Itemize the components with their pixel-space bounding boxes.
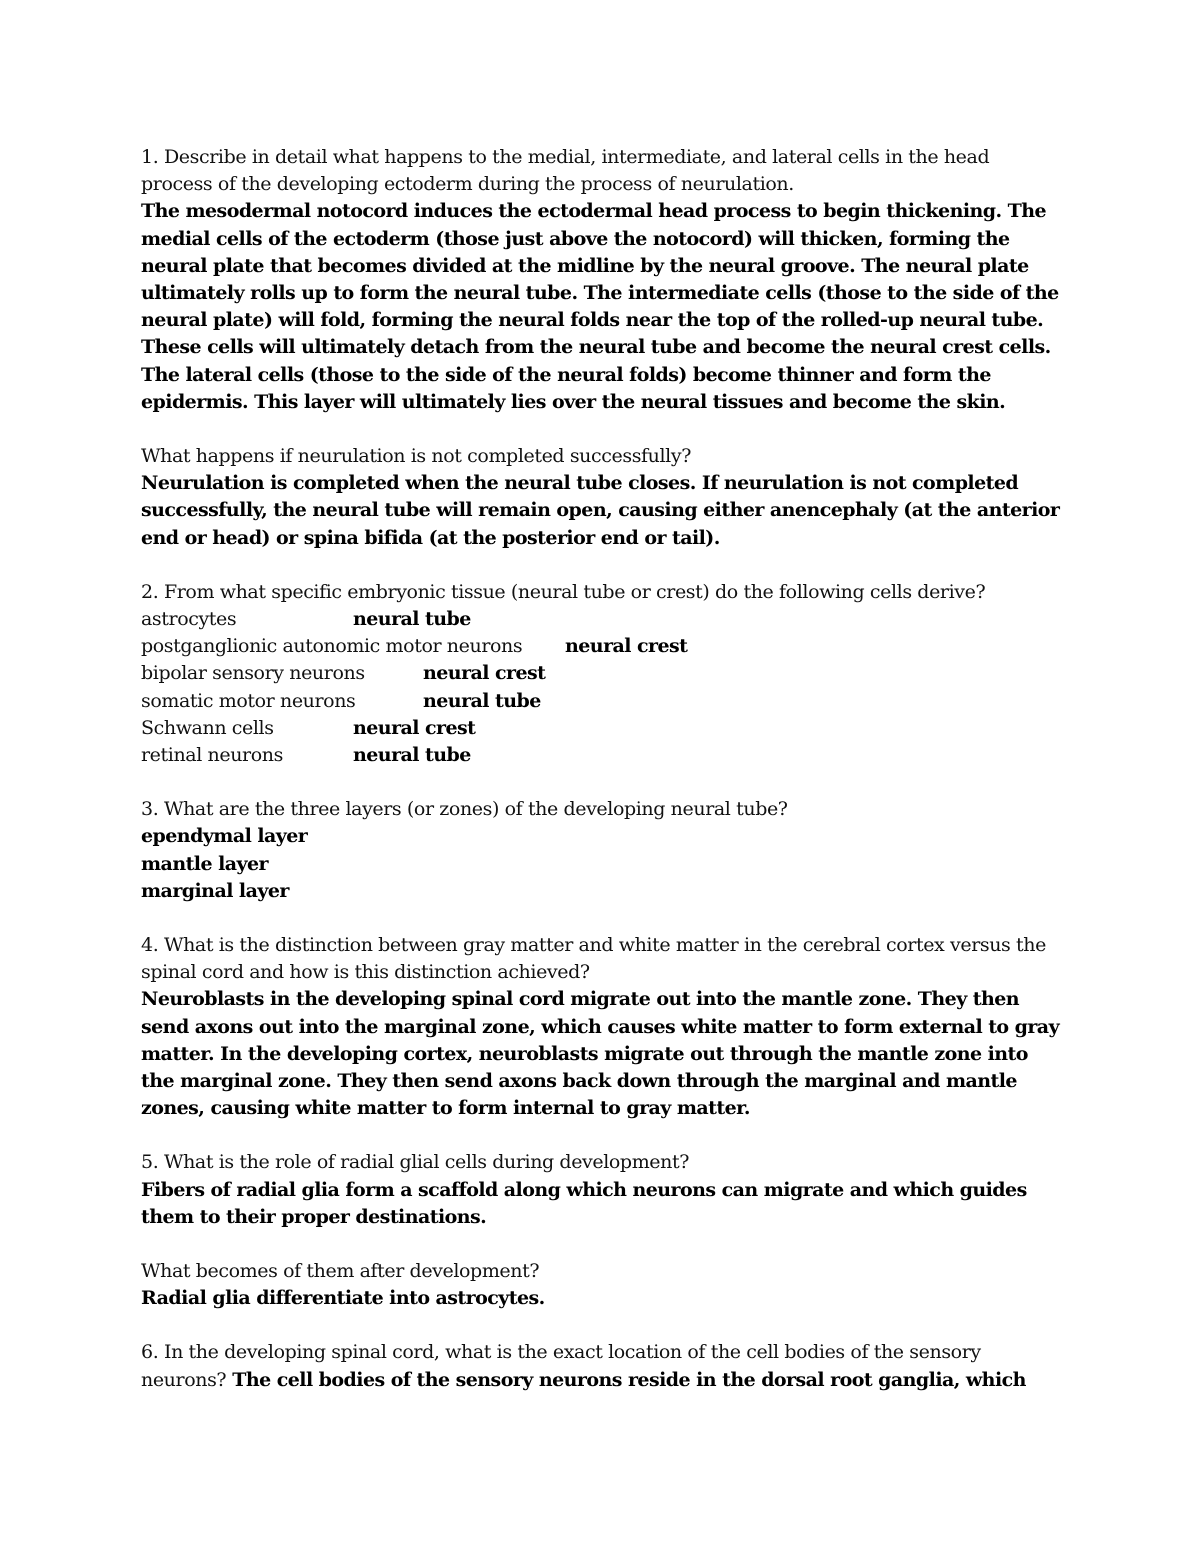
cell-type: somatic motor neurons <box>141 689 356 712</box>
cell-type: retinal neurons <box>141 743 283 766</box>
document-page <box>141 144 1066 1394</box>
cell-origin-row <box>141 633 1066 660</box>
question-1: 1. Describe in detail what happens to the medial, intermediate, and lateral cells in the head process of the developing ectoderm during the process of neurulation. <box>141 146 990 196</box>
cell-origin-row <box>141 606 1066 633</box>
spacer <box>141 905 1066 932</box>
question-5b: What becomes of them after development? <box>141 1260 540 1283</box>
answer-1b: Neurulation is completed when the neural tube closes. If neurulation is not completed successfully, the neural tube will remain open, causing either anencephaly (at the anterior end or head) or spina bifida (at the posterior end or tail). <box>141 472 1060 549</box>
answer-4: Neuroblasts in the developing spinal cord migrate out into the mantle zone. They then send axons out into the marginal zone, which causes white matter to form external to gray matter. In the developing cortex, neuroblasts migrate out through the mantle zone into the marginal zone. They then send axons back down through the marginal and mantle zones, causing white matter to form internal to gray matter. <box>141 988 1060 1120</box>
answer-6: The cell bodies of the sensory neurons reside in the dorsal root ganglia, which <box>232 1368 1026 1391</box>
cell-type: astrocytes <box>141 608 237 631</box>
answer-1: The mesodermal notocord induces the ectodermal head process to begin thickening. The medial cells of the ectoderm (those just above the notocord) will thicken, forming the neural plate that becomes divided at the midline by the neural groove. The neural plate ultimately rolls up to form the neural tube. The intermediate cells (those to the side of the neural plate) will fold, forming the neural folds near the top of the rolled-up neural tube. These cells will ultimately detach from the neural tube and become the neural crest cells. The lateral cells (those to the side of the neural folds) become thinner and form the epidermis. This layer will ultimately lies over the neural tissues and become the skin. <box>141 200 1059 413</box>
question-4: 4. What is the distinction between gray matter and white matter in the cerebral cortex versus the spinal cord and how is this distinction achieved? <box>141 933 1046 984</box>
cell-origin: neural crest <box>565 635 688 658</box>
cell-origin: neural tube <box>423 689 541 712</box>
neural-tube-layer: marginal layer <box>141 879 289 902</box>
answer-5: Fibers of radial glia form a scaffold along which neurons can migrate and which guides them to their proper destinations. <box>141 1178 1027 1228</box>
question-2: 2. From what specific embryonic tissue (neural tube or crest) do the following cells derive? <box>141 580 986 603</box>
spacer <box>141 769 1066 796</box>
cell-origin: neural crest <box>353 716 476 739</box>
cell-origin-row <box>141 688 1066 715</box>
cell-origin-row <box>141 742 1066 769</box>
cell-type: Schwann cells <box>141 716 274 739</box>
cell-origin-row <box>141 660 1066 687</box>
cell-origin: neural tube <box>353 608 471 631</box>
cell-type: bipolar sensory neurons <box>141 662 365 685</box>
spacer <box>141 1231 1066 1258</box>
neural-tube-layer: ependymal layer <box>141 825 308 848</box>
answer-5b: Radial glia differentiate into astrocytes. <box>141 1287 545 1310</box>
cell-origin: neural tube <box>353 743 471 766</box>
question-5: 5. What is the role of radial glial cells during development? <box>141 1151 690 1174</box>
question-3: 3. What are the three layers (or zones) of the developing neural tube? <box>141 798 788 821</box>
spacer <box>141 416 1066 443</box>
cell-origin-row <box>141 715 1066 742</box>
cell-type: postganglionic autonomic motor neurons <box>141 635 523 658</box>
spacer <box>141 552 1066 579</box>
question-6: 6. In the developing spinal cord, what is the exact location of the cell bodies of the sensory neurons? <box>141 1341 981 1391</box>
question-6-paragraph <box>141 1339 1066 1393</box>
cell-origin: neural crest <box>423 662 546 685</box>
spacer <box>141 1312 1066 1339</box>
neural-tube-layer: mantle layer <box>141 852 268 875</box>
spacer <box>141 1122 1066 1149</box>
question-1b: What happens if neurulation is not completed successfully? <box>141 445 691 468</box>
